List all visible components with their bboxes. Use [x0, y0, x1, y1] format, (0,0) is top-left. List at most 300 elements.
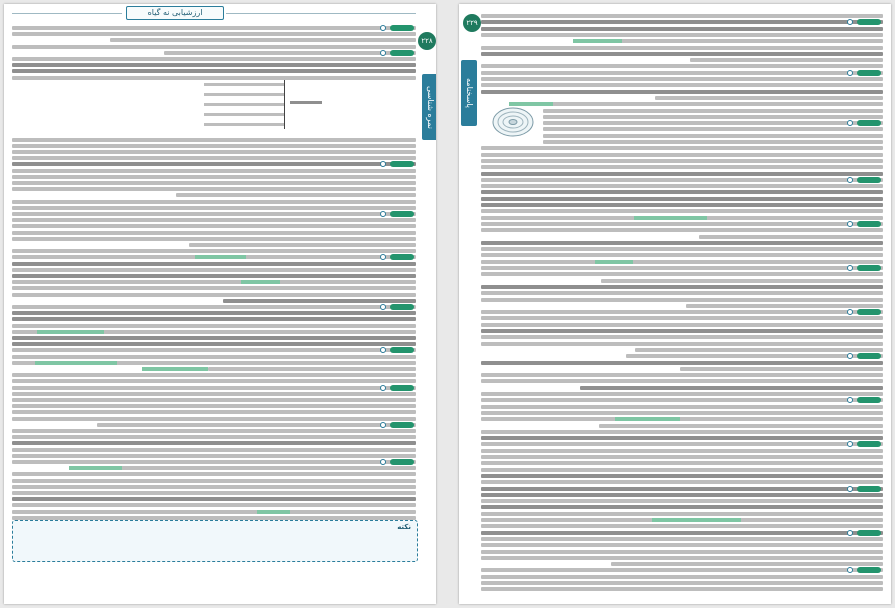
text-line	[12, 206, 416, 210]
text-line	[12, 45, 416, 49]
text-line	[12, 144, 416, 148]
text-line	[12, 38, 416, 42]
text-run	[680, 367, 883, 371]
text-run	[481, 587, 883, 591]
text-run	[12, 187, 416, 191]
text-line	[481, 71, 883, 75]
text-run	[12, 293, 416, 297]
highlighted-text	[652, 518, 741, 522]
text-run	[481, 537, 883, 541]
text-run	[12, 410, 416, 414]
highlighted-text	[257, 510, 290, 514]
text-run	[481, 487, 883, 491]
text-run	[481, 272, 883, 276]
text-run	[481, 14, 883, 18]
text-line	[481, 228, 883, 232]
text-run	[189, 243, 416, 247]
text-line	[481, 316, 883, 320]
highlighted-text	[573, 39, 622, 43]
text-run	[481, 253, 883, 257]
text-run	[12, 510, 416, 514]
text-run	[481, 543, 883, 547]
option-circle-icon	[847, 397, 853, 403]
question-number-badge	[857, 530, 881, 536]
text-run	[481, 222, 883, 226]
text-run	[12, 417, 416, 421]
text-run	[481, 531, 883, 535]
highlighted-text	[37, 330, 104, 334]
option-circle-icon	[380, 347, 386, 353]
text-line	[481, 121, 883, 125]
text-line	[481, 27, 883, 31]
question-number-badge	[857, 441, 881, 447]
text-line	[12, 497, 416, 501]
option-circle-icon	[847, 567, 853, 573]
text-run	[12, 497, 416, 501]
text-line	[12, 472, 416, 476]
text-line	[12, 361, 416, 365]
text-line	[481, 90, 883, 94]
option-circle-icon	[847, 221, 853, 227]
text-run	[481, 184, 883, 188]
text-line	[481, 499, 883, 503]
text-line	[481, 531, 883, 535]
side-tab-label: پاسخنامه	[461, 60, 477, 126]
text-line	[481, 109, 883, 113]
text-run	[110, 38, 416, 42]
text-line	[12, 479, 416, 483]
text-run	[481, 430, 883, 434]
text-line	[12, 355, 416, 359]
text-line	[481, 115, 883, 119]
text-run	[481, 197, 883, 201]
text-run	[481, 203, 883, 207]
text-line	[12, 175, 416, 179]
text-line	[481, 272, 883, 276]
text-line	[481, 216, 883, 220]
text-run	[12, 150, 416, 154]
question-number-badge	[857, 309, 881, 315]
text-run	[481, 417, 883, 421]
option-circle-icon	[847, 19, 853, 25]
text-line	[12, 342, 416, 346]
text-run	[12, 379, 416, 383]
text-run	[481, 285, 883, 289]
text-run	[481, 550, 883, 554]
text-run	[481, 247, 883, 251]
text-run	[12, 342, 416, 346]
text-run	[635, 348, 883, 352]
text-line	[12, 286, 416, 290]
text-run	[12, 373, 416, 377]
text-line	[481, 575, 883, 579]
text-line	[481, 323, 883, 327]
text-line	[12, 193, 416, 197]
left-header	[4, 6, 436, 20]
text-run	[12, 162, 416, 166]
text-run	[208, 367, 416, 371]
text-line	[12, 156, 416, 160]
highlighted-text	[615, 417, 680, 421]
text-line	[481, 52, 883, 56]
text-line	[481, 209, 883, 213]
text-line	[481, 417, 883, 421]
text-line	[481, 197, 883, 201]
text-run	[543, 140, 883, 144]
text-line	[12, 386, 416, 390]
text-run	[481, 33, 883, 37]
text-run	[481, 71, 883, 75]
text-line	[481, 253, 883, 257]
question-number-badge	[857, 177, 881, 183]
text-line	[12, 373, 416, 377]
text-run	[481, 505, 883, 509]
text-run	[481, 178, 883, 182]
text-run	[12, 262, 416, 266]
text-line	[481, 266, 883, 270]
text-run	[481, 316, 883, 320]
text-run	[655, 96, 883, 100]
text-run	[481, 153, 883, 157]
text-run	[12, 386, 416, 390]
text-run	[12, 454, 416, 458]
text-run	[12, 26, 416, 30]
text-line	[481, 241, 883, 245]
text-run	[12, 311, 416, 315]
text-line	[481, 543, 883, 547]
text-line	[481, 64, 883, 68]
text-run	[481, 298, 883, 302]
text-line	[12, 503, 416, 507]
text-line	[481, 33, 883, 37]
question-number-badge	[390, 422, 414, 428]
option-circle-icon	[847, 309, 853, 315]
option-circle-icon	[847, 486, 853, 492]
text-run	[481, 209, 883, 213]
text-run	[481, 172, 883, 176]
text-run	[481, 260, 883, 264]
text-line	[12, 138, 416, 142]
note-label: نکته	[397, 523, 411, 531]
text-run	[12, 305, 416, 309]
text-line	[481, 291, 883, 295]
text-line	[481, 373, 883, 377]
text-line	[12, 187, 416, 191]
text-run	[481, 398, 883, 402]
question-number-badge	[390, 211, 414, 217]
highlighted-text	[69, 466, 122, 470]
option-circle-icon	[380, 459, 386, 465]
text-line	[481, 146, 883, 150]
text-line	[12, 249, 416, 253]
text-line	[481, 524, 883, 528]
text-run	[481, 241, 883, 245]
text-line	[12, 224, 416, 228]
text-line	[12, 379, 416, 383]
text-line	[12, 348, 416, 352]
text-run	[481, 499, 883, 503]
text-line	[12, 218, 416, 222]
text-line	[481, 442, 883, 446]
option-circle-icon	[380, 161, 386, 167]
text-run	[481, 379, 883, 383]
text-run	[12, 218, 416, 222]
text-run	[481, 442, 883, 446]
text-line	[12, 324, 416, 328]
highlighted-text	[142, 367, 208, 371]
text-run	[12, 336, 416, 340]
text-line	[12, 26, 416, 30]
text-line	[12, 417, 416, 421]
text-line	[481, 77, 883, 81]
option-circle-icon	[380, 211, 386, 217]
option-circle-icon	[380, 385, 386, 391]
text-line	[481, 134, 883, 138]
text-line	[12, 410, 416, 414]
text-line	[12, 51, 416, 55]
question-number-badge	[390, 459, 414, 465]
text-line	[12, 212, 416, 216]
text-run	[543, 102, 883, 106]
text-line	[481, 424, 883, 428]
text-line	[12, 280, 416, 284]
text-line	[481, 392, 883, 396]
text-line	[12, 448, 416, 452]
text-run	[481, 146, 883, 150]
text-run	[12, 286, 416, 290]
option-circle-icon	[847, 120, 853, 126]
text-run	[164, 51, 416, 55]
text-line	[481, 398, 883, 402]
highlighted-text	[509, 102, 553, 106]
text-run	[481, 291, 883, 295]
text-run	[481, 405, 883, 409]
option-circle-icon	[847, 353, 853, 359]
text-run	[97, 423, 416, 427]
text-line	[481, 235, 883, 239]
text-line	[481, 405, 883, 409]
left-text-column	[12, 26, 416, 596]
text-run	[12, 460, 416, 464]
option-circle-icon	[380, 25, 386, 31]
text-line	[481, 474, 883, 478]
text-line	[481, 487, 883, 491]
text-line	[12, 460, 416, 464]
text-line	[481, 102, 883, 106]
option-circle-icon	[847, 177, 853, 183]
side-tab-label: نمره شناسی	[422, 74, 436, 140]
text-run	[12, 268, 416, 272]
text-line	[12, 255, 416, 259]
text-line	[12, 237, 416, 241]
text-line	[481, 190, 883, 194]
text-line	[481, 127, 883, 131]
text-line	[12, 435, 416, 439]
text-line	[12, 466, 416, 470]
text-run	[481, 228, 883, 232]
question-number-badge	[857, 19, 881, 25]
page-header-title: ارزشیابی نه گیاه	[126, 6, 224, 20]
option-circle-icon	[380, 50, 386, 56]
text-line	[12, 69, 416, 73]
text-run	[481, 361, 883, 365]
text-run	[12, 144, 416, 148]
text-line	[481, 556, 883, 560]
text-line	[481, 172, 883, 176]
text-run	[12, 429, 416, 433]
text-run	[12, 435, 416, 439]
text-line	[12, 162, 416, 166]
text-run	[690, 58, 883, 62]
text-line	[481, 298, 883, 302]
text-run	[481, 323, 883, 327]
text-line	[481, 342, 883, 346]
text-line	[481, 411, 883, 415]
text-run	[12, 138, 416, 142]
text-run	[481, 90, 883, 94]
text-line	[481, 178, 883, 182]
text-line	[481, 83, 883, 87]
text-line	[12, 76, 416, 80]
text-line	[12, 268, 416, 272]
text-run	[12, 57, 416, 61]
text-line	[481, 96, 883, 100]
text-line	[481, 581, 883, 585]
text-run	[481, 46, 883, 50]
text-line	[481, 468, 883, 472]
text-run	[12, 45, 416, 49]
highlighted-text	[595, 260, 633, 264]
text-line	[481, 310, 883, 314]
text-run	[543, 127, 883, 131]
text-run	[12, 479, 416, 483]
highlighted-text	[195, 255, 246, 259]
text-run	[12, 404, 416, 408]
text-run	[12, 169, 416, 173]
text-run	[481, 512, 883, 516]
question-number-badge	[857, 567, 881, 573]
text-line	[481, 587, 883, 591]
text-run	[599, 424, 883, 428]
text-line	[12, 336, 416, 340]
text-run	[543, 134, 883, 138]
text-line	[481, 46, 883, 50]
text-run	[12, 249, 416, 253]
text-line	[481, 39, 883, 43]
text-line	[12, 63, 416, 67]
text-line	[481, 14, 883, 18]
text-line	[481, 260, 883, 264]
text-line	[481, 518, 883, 522]
page-number-badge: ۲۲۹	[463, 14, 481, 32]
note-box	[12, 520, 418, 562]
text-run	[481, 392, 883, 396]
text-run	[481, 474, 883, 478]
text-run	[12, 237, 416, 241]
text-line	[12, 231, 416, 235]
text-line	[12, 32, 416, 36]
text-run	[12, 156, 416, 160]
text-line	[481, 348, 883, 352]
question-number-badge	[857, 353, 881, 359]
option-circle-icon	[847, 265, 853, 271]
right-page	[459, 4, 891, 604]
option-circle-icon	[847, 70, 853, 76]
text-run	[481, 27, 883, 31]
question-number-badge	[857, 397, 881, 403]
text-line	[481, 279, 883, 283]
text-line	[12, 57, 416, 61]
text-line	[481, 461, 883, 465]
text-run	[481, 335, 883, 339]
question-number-badge	[390, 161, 414, 167]
text-line	[481, 367, 883, 371]
text-line	[481, 449, 883, 453]
text-line	[481, 58, 883, 62]
text-line	[481, 562, 883, 566]
text-line	[481, 203, 883, 207]
highlighted-text	[35, 361, 117, 365]
text-line	[481, 568, 883, 572]
text-run	[12, 398, 416, 402]
text-line	[481, 140, 883, 144]
text-line	[481, 361, 883, 365]
text-run	[598, 39, 883, 43]
text-run	[12, 392, 416, 396]
text-line	[12, 274, 416, 278]
text-line	[12, 398, 416, 402]
text-run	[12, 485, 416, 489]
text-line	[481, 222, 883, 226]
question-number-badge	[390, 385, 414, 391]
text-run	[481, 449, 883, 453]
text-line	[481, 550, 883, 554]
text-line	[481, 505, 883, 509]
text-run	[481, 373, 883, 377]
text-line	[12, 330, 416, 334]
text-run	[481, 480, 883, 484]
text-run	[481, 581, 883, 585]
highlighted-text	[634, 216, 707, 220]
text-run	[12, 76, 416, 80]
text-run	[12, 175, 416, 179]
text-line	[12, 293, 416, 297]
text-run	[12, 324, 416, 328]
text-line	[481, 184, 883, 188]
text-line	[12, 243, 416, 247]
text-line	[481, 153, 883, 157]
text-run	[223, 299, 416, 303]
text-run	[12, 212, 416, 216]
text-line	[481, 165, 883, 169]
text-line	[481, 285, 883, 289]
text-line	[12, 262, 416, 266]
text-run	[626, 354, 883, 358]
text-line	[481, 537, 883, 541]
text-run	[12, 206, 416, 210]
text-line	[12, 311, 416, 315]
text-line	[481, 436, 883, 440]
option-circle-icon	[847, 441, 853, 447]
text-line	[12, 305, 416, 309]
text-line	[12, 392, 416, 396]
text-run	[12, 472, 416, 476]
question-number-badge	[857, 120, 881, 126]
text-line	[481, 430, 883, 434]
text-line	[481, 247, 883, 251]
text-run	[543, 115, 883, 119]
text-run	[481, 468, 883, 472]
